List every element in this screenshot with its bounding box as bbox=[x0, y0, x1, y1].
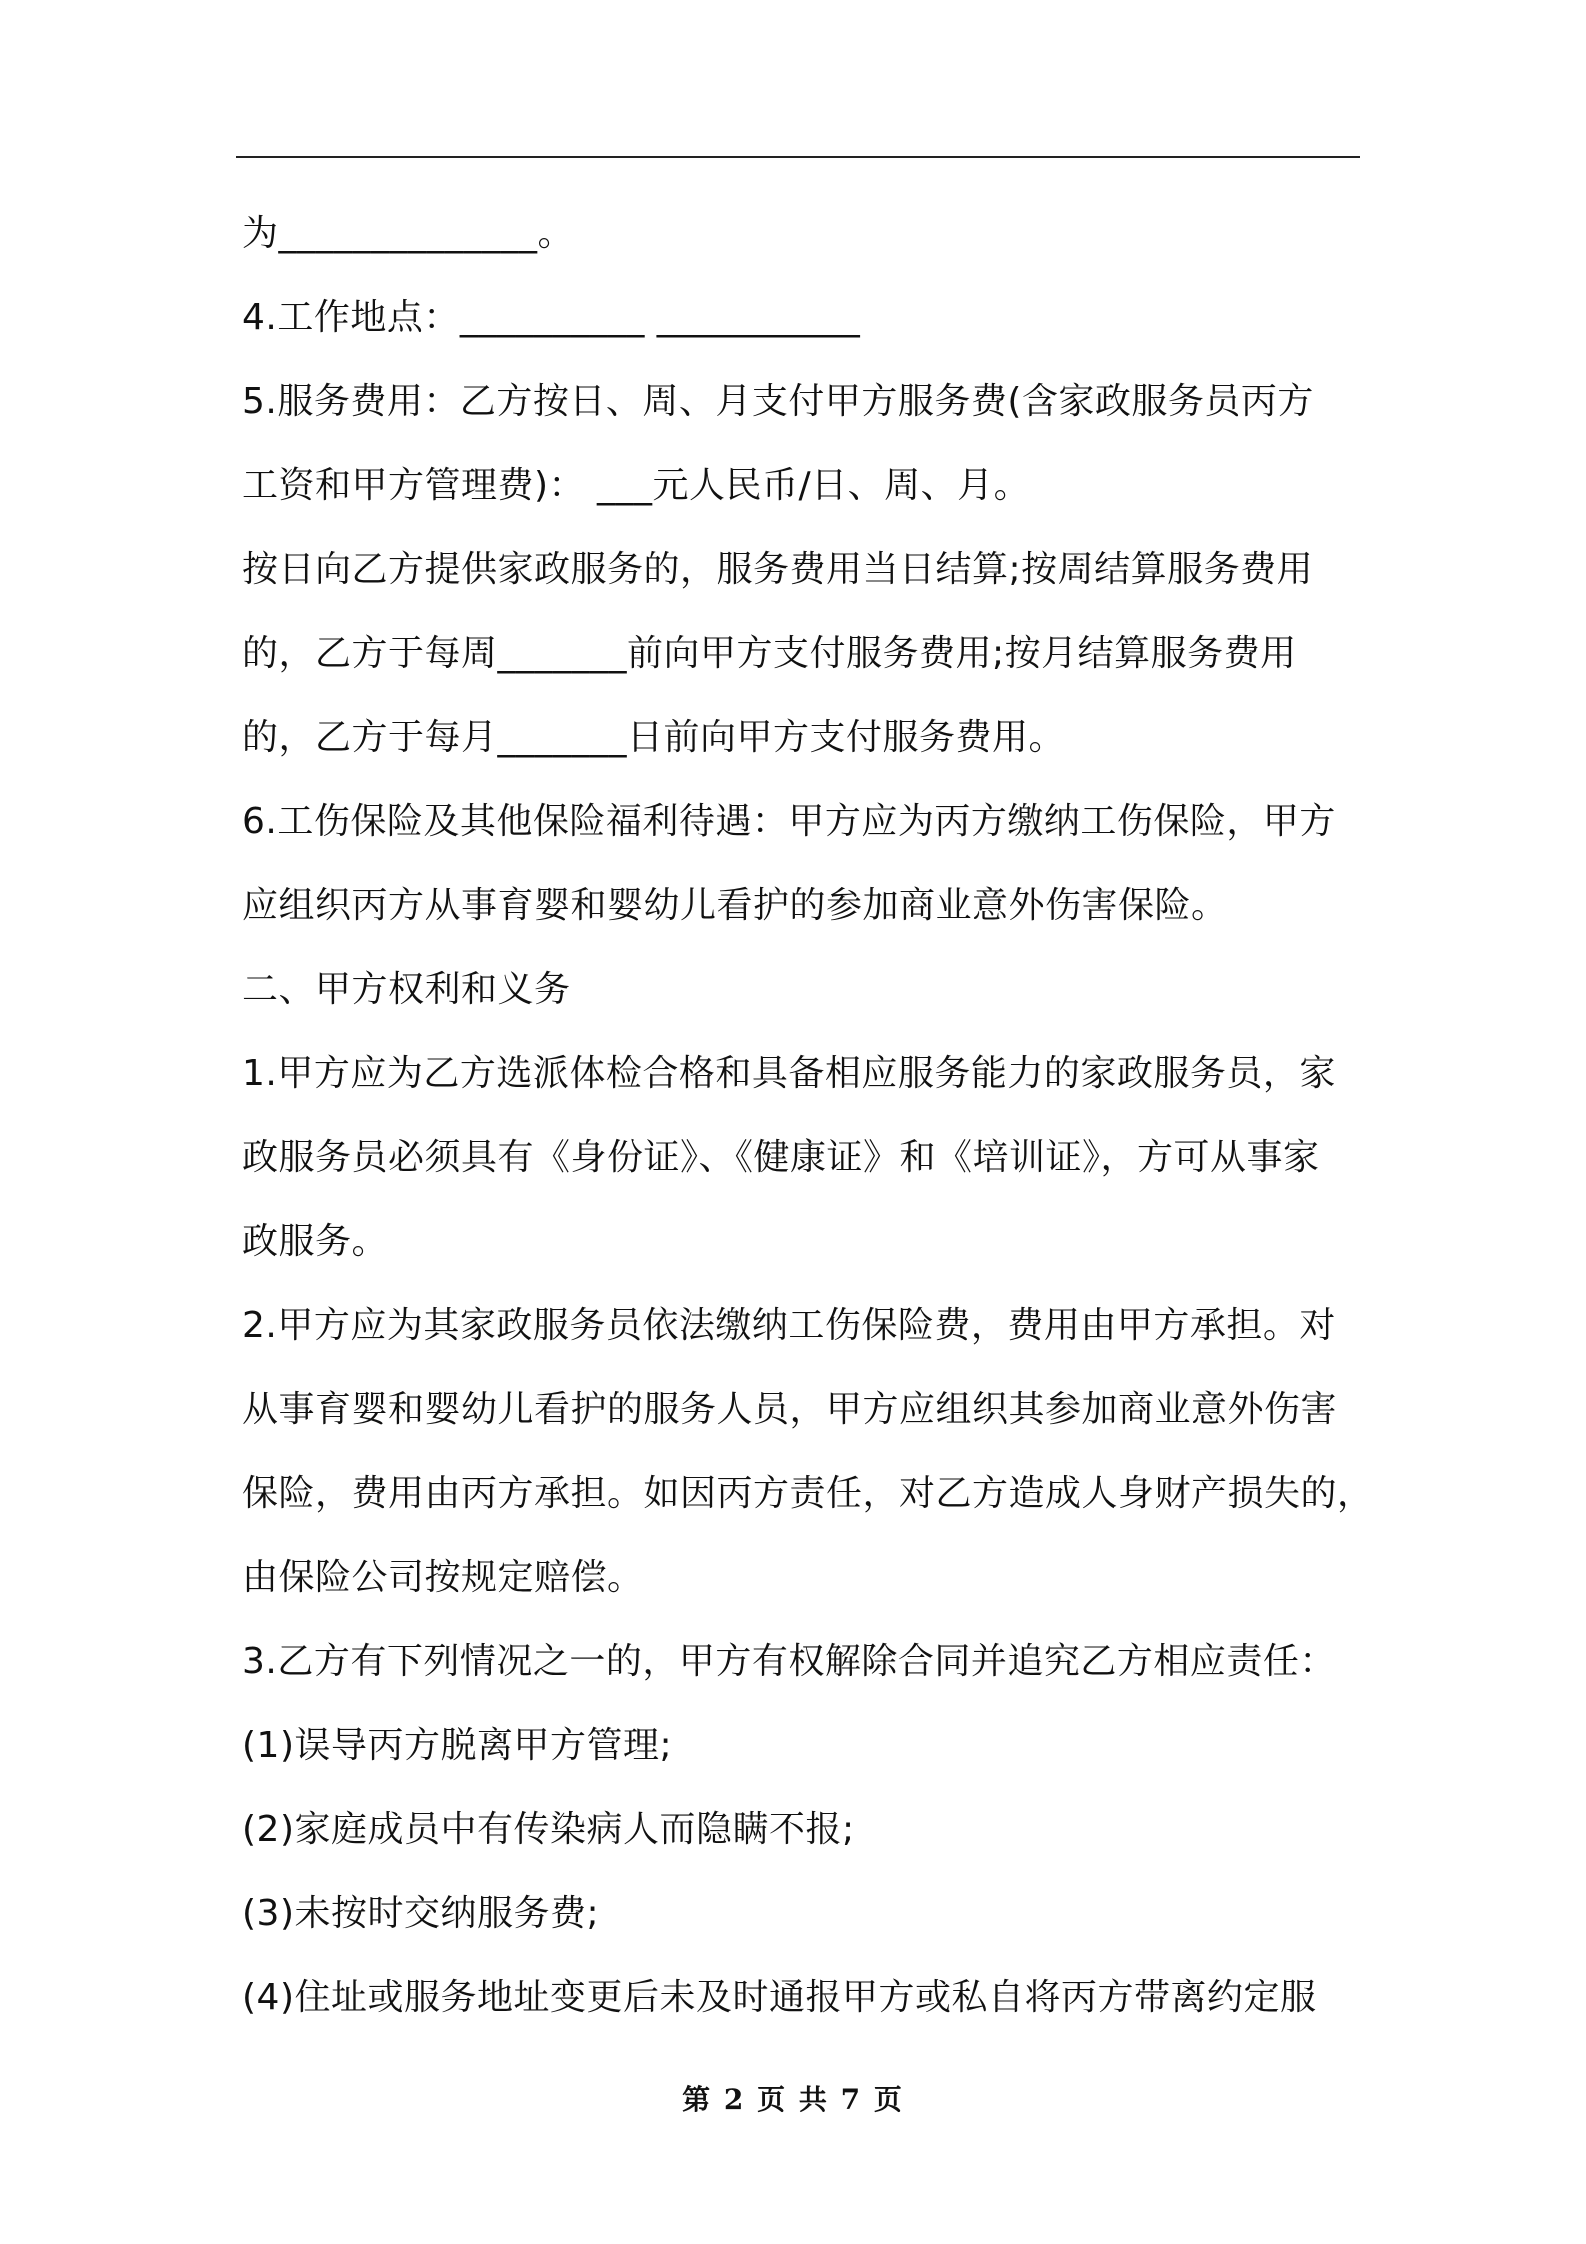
text-line: 为______________。 bbox=[242, 213, 574, 254]
text-line: 工资和甲方管理费)： ___元人民币/日、周、月。 bbox=[242, 465, 1031, 506]
page-number: 第 2 页 共 7 页 bbox=[682, 2083, 904, 2116]
text-line: 的，乙方于每周_______前向甲方支付服务费用;按月结算服务费用 bbox=[242, 633, 1297, 674]
text-line: 按日向乙方提供家政服务的，服务费用当日结算;按周结算服务费用 bbox=[242, 549, 1314, 590]
document-body bbox=[242, 192, 1374, 2040]
list-item: (4)住址或服务地址变更后未及时通报甲方或私自将丙方带离约定服 bbox=[242, 1977, 1317, 2018]
text-line: 政服务员必须具有《身份证》、《健康证》和《培训证》，方可从事家 bbox=[242, 1137, 1320, 1178]
header-divider bbox=[236, 156, 1360, 158]
list-item: (2)家庭成员中有传染病人而隐瞒不报; bbox=[242, 1809, 855, 1850]
text-line: 的，乙方于每月_______日前向甲方支付服务费用。 bbox=[242, 717, 1066, 758]
text-line: 应组织丙方从事育婴和婴幼儿看护的参加商业意外伤害保险。 bbox=[242, 885, 1228, 926]
text-line: 1.甲方应为乙方选派体检合格和具备相应服务能力的家政服务员，家 bbox=[242, 1053, 1336, 1094]
list-item: (3)未按时交纳服务费; bbox=[242, 1893, 600, 1934]
text-line: 2.甲方应为其家政服务员依法缴纳工伤保险费，费用由甲方承担。对 bbox=[242, 1305, 1336, 1346]
text-line: 3.乙方有下列情况之一的，甲方有权解除合同并追究乙方相应责任： bbox=[242, 1641, 1336, 1682]
text-line: 5.服务费用：乙方按日、周、月支付甲方服务费(含家政服务员丙方 bbox=[242, 381, 1314, 422]
text-line: 6.工伤保险及其他保险福利待遇：甲方应为丙方缴纳工伤保险，甲方 bbox=[242, 801, 1336, 842]
text-line: 从事育婴和婴幼儿看护的服务人员，甲方应组织其参加商业意外伤害 bbox=[242, 1389, 1338, 1430]
text-line: 政服务。 bbox=[242, 1221, 389, 1262]
section-heading: 二、甲方权利和义务 bbox=[242, 969, 571, 1010]
text-line: 由保险公司按规定赔偿。 bbox=[242, 1557, 644, 1598]
list-item: (1)误导丙方脱离甲方管理; bbox=[242, 1725, 673, 1766]
text-line: 4.工作地点：__________ ___________ bbox=[242, 297, 861, 338]
text-line: 保险，费用由丙方承担。如因丙方责任，对乙方造成人身财产损失的， bbox=[242, 1473, 1374, 1514]
